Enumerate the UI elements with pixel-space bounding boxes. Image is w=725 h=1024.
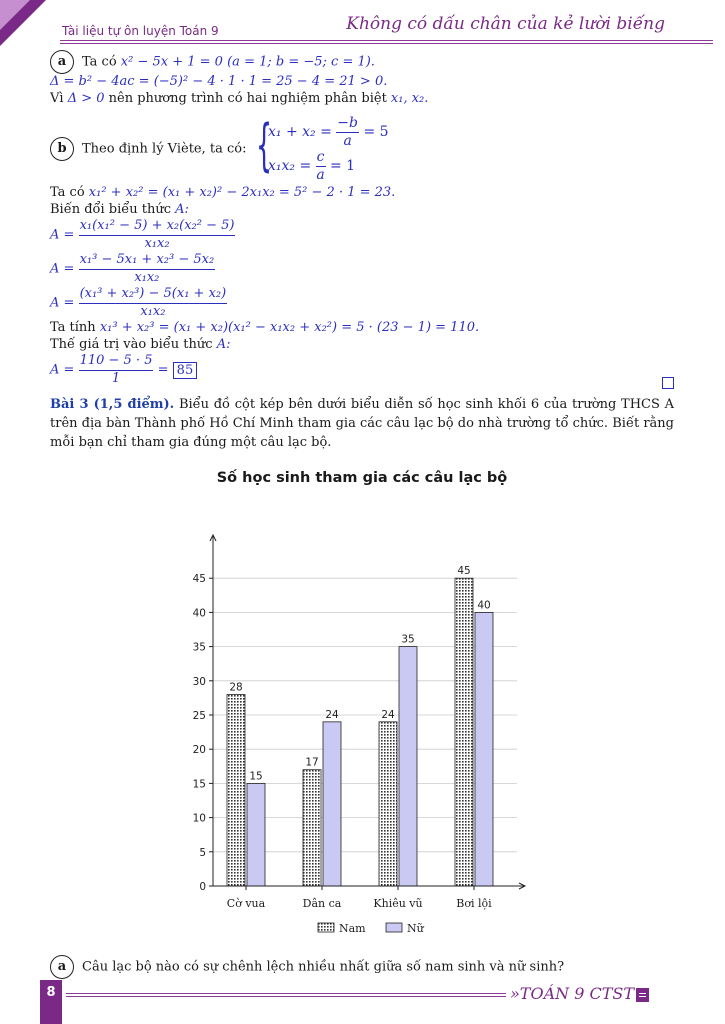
bai3-paragraph: [50, 395, 674, 452]
legend-label: Nữ: [407, 922, 424, 935]
legend-swatch: [318, 923, 334, 932]
legend-label: Nam: [339, 922, 366, 935]
bai3-text: Biểu đồ cột kép bên dưới biểu diễn số học sinh khối 6 của trường THCS A trên địa bàn Thành phố Hồ Chí Minh tham gia các câu lạc bộ do nhà trường tổ chức. Biết rằng mỗi bạn chỉ tham gia đúng một câu lạc bộ.: [50, 397, 674, 450]
part-b-the: [50, 337, 674, 354]
math: A =: [50, 362, 75, 378]
text: Ta tính: [50, 320, 100, 335]
text: nên phương trình có hai nghiệm phân biệt: [104, 90, 391, 106]
y-tick-label: 15: [192, 778, 206, 791]
fraction: $\frac{110 - 5 \cdot 5}{1}$: [79, 353, 153, 386]
question-a-label: a: [50, 955, 74, 979]
y-tick-label: 35: [192, 641, 206, 654]
data-label: 24: [325, 708, 339, 721]
chart-title: Số học sinh tham gia các câu lạc bộ: [216, 470, 508, 486]
bar-nam: [379, 722, 397, 886]
part-b-frac-2: [50, 252, 674, 286]
x-tick-label: Khiêu vũ: [373, 897, 423, 910]
part-b-viete: [50, 115, 674, 181]
math: A =: [50, 295, 75, 311]
footer-right: [510, 984, 649, 1003]
bai3-title: Bài 3 (1,5 điểm).: [50, 397, 175, 412]
header-rule: [60, 40, 713, 44]
y-tick-label: 25: [192, 710, 206, 722]
fraction: $\frac{\text{x₁³ − 5x₁ + x₂³ − 5x₂}}{\text{x₁x₂}}$: [79, 252, 215, 285]
y-tick-label: 10: [192, 812, 206, 825]
math: A:: [175, 201, 189, 217]
part-b-final: [50, 353, 674, 389]
data-label: 45: [457, 565, 471, 578]
data-label: 24: [381, 708, 395, 721]
header-right-motto: Không có dấu chân của kẻ lười biếng: [346, 14, 665, 34]
answer-box: 85: [173, 362, 198, 379]
math: x₁, x₂.: [390, 90, 429, 106]
part-b-frac-3: [50, 286, 674, 320]
book-icon: [636, 988, 649, 1002]
x-tick-label: Dân ca: [302, 897, 342, 910]
math: A:: [216, 336, 231, 352]
math-cond: (a = 1; b = −5; c = 1).: [227, 54, 375, 70]
footer-rule: [66, 993, 506, 997]
header-left-title: Tài liệu tự ôn luyện Toán 9: [62, 24, 219, 38]
math: A =: [50, 227, 75, 243]
qed-square: [662, 377, 674, 389]
y-tick-label: 5: [199, 846, 206, 859]
part-a-line-1: [50, 50, 674, 74]
text: Biến đổi biểu thức: [50, 201, 176, 217]
y-tick-label: 0: [199, 881, 206, 893]
data-label: 17: [305, 756, 319, 769]
part-b-label: b: [50, 137, 74, 161]
page-number: 8: [40, 980, 62, 1024]
y-tick-label: 20: [192, 744, 206, 757]
question-a: [50, 955, 564, 979]
bar-nữ: [323, 722, 341, 886]
y-tick-label: 30: [192, 675, 206, 688]
bar-nam: [227, 694, 245, 886]
fraction: $\frac{\text{(x₁³ + x₂³) − 5(x₁ + x₂)}}{\text{x₁x₂}}$: [79, 286, 227, 319]
bar-nam: [303, 770, 321, 886]
data-label: 28: [229, 681, 243, 694]
math: =: [157, 362, 169, 378]
part-b-frac-1: [50, 218, 674, 252]
bar-nam: [455, 578, 473, 886]
data-label: 40: [477, 599, 491, 612]
math: x₁² + x₂² = (x₁ + x₂)² − 2x₁x₂ = 5² − 2 · 1 = 23.: [88, 185, 396, 200]
part-a-line-3: [50, 91, 674, 108]
math: x² − 5x + 1 = 0: [120, 54, 223, 70]
y-tick-label: 45: [192, 573, 206, 586]
fraction: $\frac{\text{x₁(x₁² − 5) + x₂(x₂² − 5)}}{\text{x₁x₂}}$: [79, 218, 235, 251]
bar-nữ: [247, 783, 265, 886]
part-a-label: a: [50, 50, 74, 74]
text: Ta có: [82, 54, 121, 70]
x-tick-label: Cờ vua: [226, 897, 266, 910]
text: Vì: [50, 90, 68, 106]
bar-nữ: [475, 612, 493, 886]
text: Ta có: [50, 185, 89, 200]
math: A =: [50, 261, 75, 277]
part-b-tt: [50, 320, 674, 337]
part-b-bd: [50, 202, 674, 219]
question-a-text: Câu lạc bộ nào có sự chênh lệch nhiều nhất giữa số nam sinh và nữ sinh?: [82, 959, 565, 975]
system-eq-1: x₁ + x₂ = $\frac{-b}{a}$ = 5: [268, 115, 389, 149]
legend-swatch: [386, 923, 402, 932]
math: x₁³ + x₂³ = (x₁ + x₂)(x₁² − x₁x₂ + x₂²) = 5 · (23 − 1) = 110.: [99, 320, 480, 335]
data-label: 35: [401, 633, 415, 646]
part-b-tc: [50, 185, 674, 202]
text: Theo định lý Viète, ta có:: [82, 141, 247, 157]
system-eq-2: x₁x₂ = $\frac{c}{a}$ = 1: [268, 149, 356, 183]
y-tick-label: 40: [192, 607, 206, 620]
math: Δ > 0: [67, 90, 105, 106]
data-label: 15: [249, 770, 263, 783]
part-a-line-2: Δ = b² − 4ac = (−5)² − 4 · 1 · 1 = 25 − 4 = 21 > 0.: [50, 74, 388, 89]
x-tick-label: Bơi lội: [456, 897, 492, 910]
page-content: [50, 52, 674, 487]
footer-book-title: »TOÁN 9 CTST: [510, 984, 635, 1003]
system-brace: {: [256, 113, 273, 178]
text: Thế giá trị vào biểu thức: [50, 336, 217, 352]
bar-chart: [0, 500, 725, 970]
bar-nữ: [399, 647, 417, 886]
corner-decoration-inner: [0, 0, 30, 30]
